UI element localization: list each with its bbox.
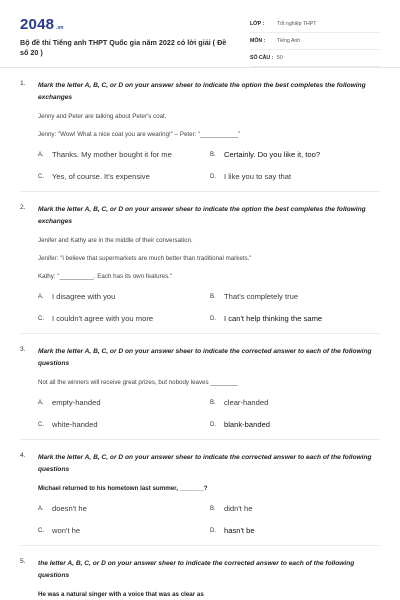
question-body <box>20 112 380 181</box>
option-letter: B. <box>210 505 216 512</box>
option-b[interactable] <box>210 150 380 159</box>
option-letter: C. <box>38 527 44 534</box>
meta-label: SỐ CÂU : <box>250 55 274 61</box>
option-letter: C. <box>38 315 44 322</box>
question-stem: Jenifer: "I believe that supermarkets are much better than traditional markets." <box>38 255 252 262</box>
meta-value: Tiếng Anh <box>277 38 301 44</box>
header-left <box>20 16 235 67</box>
option-letter: D. <box>210 421 216 428</box>
meta-row-subject <box>250 33 380 50</box>
option-letter: D. <box>210 173 216 180</box>
question-body <box>20 236 380 323</box>
meta-row-class <box>250 16 380 33</box>
document-meta <box>250 16 380 67</box>
answer-options <box>38 504 380 535</box>
document-header <box>0 0 400 68</box>
meta-label: LỚP : <box>250 21 265 27</box>
question-item <box>20 440 380 546</box>
option-text: Thanks. My mother bought it for me <box>52 150 172 159</box>
option-text: Yes, of course. It's expensive <box>52 172 150 181</box>
question-context: Jenny and Peter are talking about Peter's coat. <box>38 113 167 120</box>
option-text: Certainly. Do you like it, too? <box>224 150 321 159</box>
option-b[interactable] <box>210 292 380 301</box>
document-title: Bộ đề thi Tiếng anh THPT Quốc gia năm 2022 có lời giải ( Đề số 20 ) <box>20 38 227 57</box>
question-header <box>20 80 380 103</box>
question-item <box>20 546 380 600</box>
option-a[interactable] <box>38 292 210 301</box>
answer-options <box>38 398 380 429</box>
question-context: Jenifer and Kathy are in the middle of their conversation. <box>38 237 193 244</box>
option-a[interactable] <box>38 150 210 159</box>
logo-suffix: .vn <box>56 25 64 31</box>
question-stem-reply: Kathy: "__________. Each has its own features." <box>38 273 173 280</box>
option-letter: B. <box>210 399 216 406</box>
option-text: didn't he <box>224 504 253 513</box>
option-text: doesn't he <box>52 504 87 513</box>
question-number: 5. <box>20 558 26 565</box>
option-letter: D. <box>210 315 216 322</box>
option-text: white-handed <box>52 420 98 429</box>
meta-row-count <box>250 50 380 67</box>
option-text: I disagree with you <box>52 292 116 301</box>
question-number: 2. <box>20 204 26 211</box>
option-c[interactable] <box>38 172 210 181</box>
question-stem: Not all the winners will receive great prizes, but nobody leaves ________ <box>38 379 238 386</box>
option-d[interactable] <box>210 172 380 181</box>
option-letter: A. <box>38 505 44 512</box>
answer-options <box>38 292 380 323</box>
option-d[interactable] <box>210 420 380 429</box>
question-number: 1. <box>20 80 26 87</box>
question-number: 3. <box>20 346 26 353</box>
question-body <box>20 590 380 599</box>
question-item <box>20 334 380 440</box>
option-a[interactable] <box>38 504 210 513</box>
option-text: hasn't be <box>224 526 255 535</box>
question-instruction: Mark the letter A, B, C, or D on your answer sheer to indicate the corrected answer to each of the following questions <box>38 348 372 367</box>
meta-value: Tốt nghiệp THPT <box>277 21 317 27</box>
option-text: I couldn't agree with you more <box>52 314 154 323</box>
logo-text: 2048 <box>20 16 55 33</box>
option-letter: A. <box>38 399 44 406</box>
option-b[interactable] <box>210 504 380 513</box>
option-letter: C. <box>38 173 44 180</box>
question-header <box>20 204 380 227</box>
option-letter: B. <box>210 293 216 300</box>
question-instruction: the letter A, B, C, or D on your answer sheer to indicate the corrected answer to each of the following questions <box>38 560 355 579</box>
option-text: won't he <box>52 526 81 535</box>
meta-label: MÔN : <box>250 38 266 44</box>
question-instruction: Mark the letter A, B, C, or D on your answer sheer to indicate the option the best completes the following exchanges <box>38 206 366 225</box>
question-header <box>20 452 380 475</box>
option-letter: D. <box>210 527 216 534</box>
option-a[interactable] <box>38 398 210 407</box>
question-item <box>20 68 380 192</box>
option-text: I like you to say that <box>224 172 292 181</box>
question-stem: Jenny: "Wow! What a nice coat you are wearing!" – Peter: "___________" <box>38 131 241 138</box>
answer-options <box>38 150 380 181</box>
option-letter: A. <box>38 293 44 300</box>
question-number: 4. <box>20 452 26 459</box>
question-instruction: Mark the letter A, B, C, or D on your answer sheer to indicate the corrected answer to each of the following questions <box>38 454 372 473</box>
option-text: That's completely true <box>224 292 299 301</box>
option-letter: B. <box>210 151 216 158</box>
question-body <box>20 378 380 429</box>
option-b[interactable] <box>210 398 380 407</box>
option-c[interactable] <box>38 314 210 323</box>
meta-value: 50 <box>277 55 283 61</box>
brand-logo[interactable] <box>20 16 235 33</box>
question-stem: Michael returned to his hometown last summer, _______? <box>38 485 208 492</box>
option-letter: C. <box>38 421 44 428</box>
question-body <box>20 484 380 535</box>
question-header <box>20 346 380 369</box>
option-d[interactable] <box>210 314 380 323</box>
option-text: I can't help thinking the same <box>224 314 323 323</box>
question-list <box>0 68 400 600</box>
option-letter: A. <box>38 151 44 158</box>
question-instruction: Mark the letter A, B, C, or D on your answer sheer to indicate the option the best completes the following exchanges <box>38 82 366 101</box>
question-item <box>20 192 380 334</box>
option-text: blank-banded <box>224 420 271 429</box>
option-c[interactable] <box>38 526 210 535</box>
option-text: clear-handed <box>224 398 269 407</box>
option-text: empty-handed <box>52 398 101 407</box>
question-header <box>20 558 380 581</box>
option-c[interactable] <box>38 420 210 429</box>
question-stem: He was a natural singer with a voice that was as clear as <box>38 591 204 598</box>
option-d[interactable] <box>210 526 380 535</box>
